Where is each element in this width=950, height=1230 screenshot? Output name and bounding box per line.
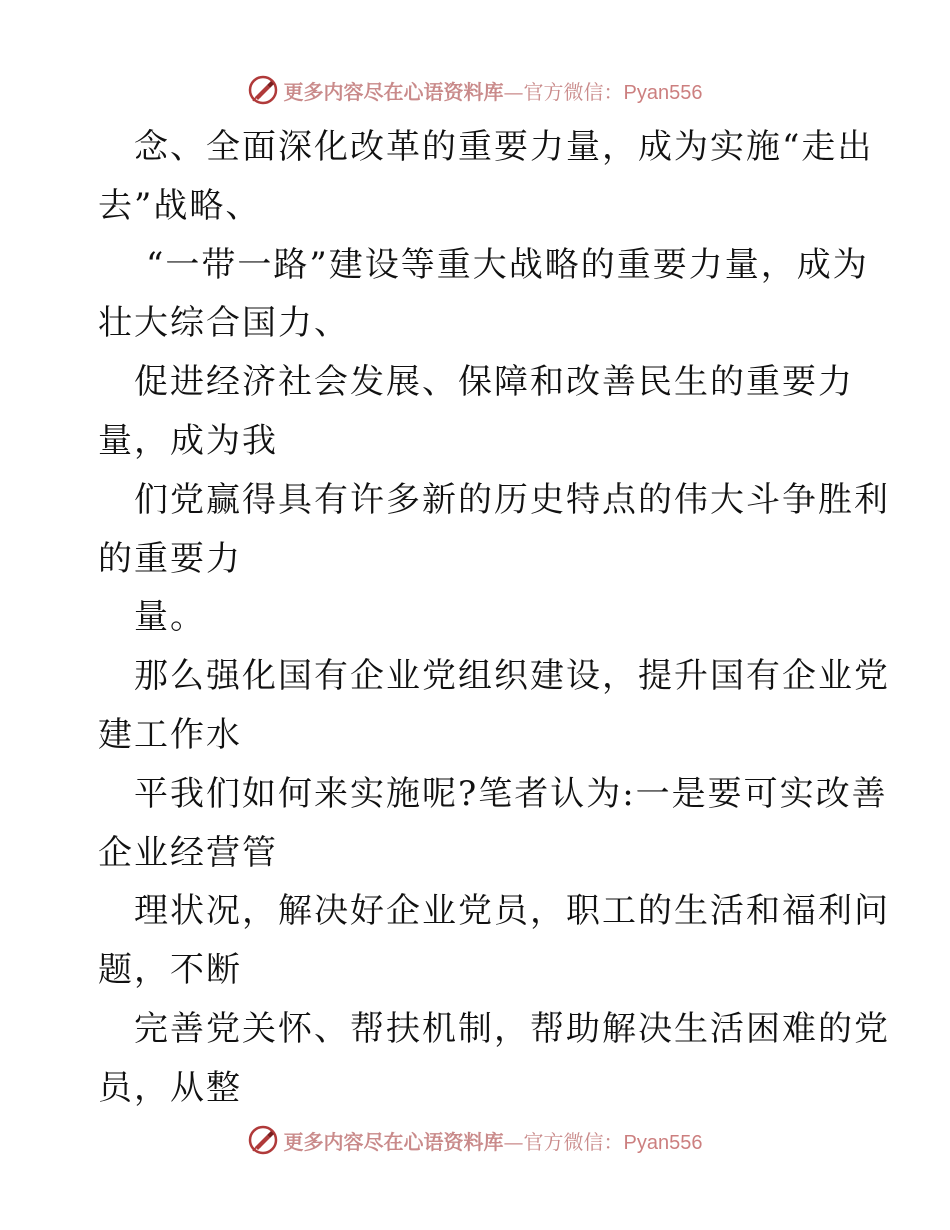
footer-separator: —	[503, 1129, 524, 1154]
footer-banner	[0, 1120, 950, 1160]
text-line: 促进经济社会发展、保障和改善民生的重要力	[134, 362, 854, 403]
pen-logo-icon	[248, 1125, 278, 1155]
text-line: 企业经营管	[98, 832, 278, 873]
text-line: 量。	[134, 597, 206, 638]
text-line: 完善党关怀、帮扶机制，帮助解决生活困难的党	[134, 1008, 890, 1049]
header-site-name: 更多内容尽在心语资料库	[283, 79, 504, 104]
header-wechat-id: Pyan556	[623, 81, 703, 104]
text-line: 题，不断	[98, 950, 242, 991]
document-body	[98, 118, 890, 1118]
text-line: 员，从整	[98, 1067, 242, 1108]
text-line: 量，成为我	[98, 420, 278, 461]
text-line: “一带一路”建设等重大战略的重要力量，成为	[146, 244, 869, 285]
header-banner	[0, 70, 950, 110]
footer-official-label: 官方微信：	[523, 1129, 624, 1154]
text-line: 理状况，解决好企业党员，职工的生活和福利问	[134, 891, 890, 932]
footer-banner-text	[284, 1126, 703, 1155]
pen-logo-icon	[248, 75, 278, 105]
text-line: 的重要力	[98, 538, 242, 579]
text-line: 去”战略、	[98, 185, 262, 226]
footer-wechat-id: Pyan556	[623, 1131, 703, 1154]
header-official-label: 官方微信：	[523, 79, 624, 104]
text-line: 建工作水	[98, 714, 242, 755]
header-banner-text	[284, 76, 703, 105]
text-line: 们党赢得具有许多新的历史特点的伟大斗争胜利	[134, 479, 890, 520]
text-line: 壮大综合国力、	[98, 303, 350, 344]
text-line: 平我们如何来实施呢?笔者认为:一是要可实改善	[134, 773, 888, 814]
header-separator: —	[503, 79, 524, 104]
footer-site-name: 更多内容尽在心语资料库	[283, 1129, 504, 1154]
text-line: 念、全面深化改革的重要力量，成为实施“走出	[134, 127, 874, 167]
text-line: 那么强化国有企业党组织建设，提升国有企业党	[134, 656, 890, 697]
